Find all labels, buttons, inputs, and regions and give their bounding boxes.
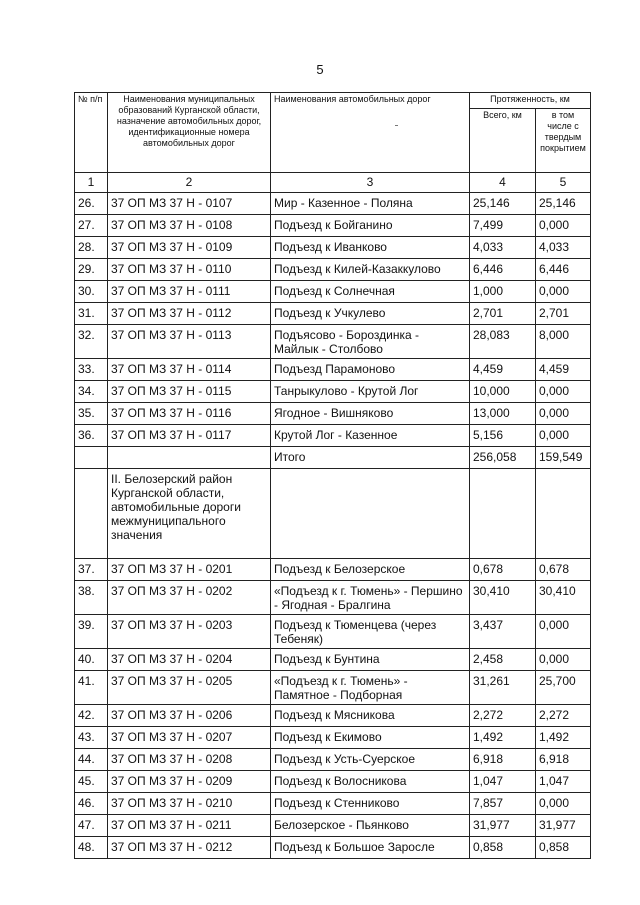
row-number: 31.: [75, 303, 108, 325]
row-number: 30.: [75, 281, 108, 303]
road-length-paved: 6,446: [536, 259, 591, 281]
row-number: 45.: [75, 771, 108, 793]
total-label: Итого: [271, 447, 470, 469]
header-paved: в том числе с твердым покрытием: [536, 109, 591, 173]
table-row: [75, 581, 591, 615]
header-row-1: [75, 93, 591, 109]
table-row: [75, 281, 591, 303]
road-length-total: 6,918: [470, 749, 536, 771]
road-id: 37 ОП МЗ 37 Н - 0202: [108, 581, 271, 615]
table-row: [75, 359, 591, 381]
table-row: [75, 671, 591, 705]
row-number: 34.: [75, 381, 108, 403]
column-number: 3: [271, 173, 470, 193]
road-name: Подъезд Парамоново: [271, 359, 470, 381]
row-number: 48.: [75, 837, 108, 859]
table-row: [75, 325, 591, 359]
column-numbers-row: [75, 173, 591, 193]
road-length-paved: 4,459: [536, 359, 591, 381]
road-name: Подъезд к Учкулево: [271, 303, 470, 325]
table-row: [75, 749, 591, 771]
road-length-total: 3,437: [470, 615, 536, 649]
road-length-total: 0,858: [470, 837, 536, 859]
road-id: 37 ОП МЗ 37 Н - 0109: [108, 237, 271, 259]
row-number: 27.: [75, 215, 108, 237]
table-row: [75, 815, 591, 837]
road-name: Подъезд к Тюменцева (через Тебеняк): [271, 615, 470, 649]
row-number: 40.: [75, 649, 108, 671]
row-number: 36.: [75, 425, 108, 447]
road-length-total: 13,000: [470, 403, 536, 425]
road-name: Подъезд к Мясникова: [271, 705, 470, 727]
road-name: Подъясово - Бороздинка - Майлык - Столбово: [271, 325, 470, 359]
road-length-total: 7,857: [470, 793, 536, 815]
table-row: [75, 771, 591, 793]
road-name: «Подъезд к г. Тюмень» - Памятное - Подборная: [271, 671, 470, 705]
road-name: Подъезд к Усть-Суерское: [271, 749, 470, 771]
road-length-total: 4,459: [470, 359, 536, 381]
table-body-section-2: [75, 559, 591, 859]
road-length-paved: 0,678: [536, 559, 591, 581]
road-name: Крутой Лог - Казенное: [271, 425, 470, 447]
road-id: 37 ОП МЗ 37 Н - 0114: [108, 359, 271, 381]
road-length-total: 28,083: [470, 325, 536, 359]
section-row: [75, 469, 591, 559]
road-id: 37 ОП МЗ 37 Н - 0211: [108, 815, 271, 837]
road-length-paved: 0,000: [536, 281, 591, 303]
row-number: 41.: [75, 671, 108, 705]
road-id: 37 ОП МЗ 37 Н - 0107: [108, 193, 271, 215]
road-id: 37 ОП МЗ 37 Н - 0209: [108, 771, 271, 793]
header-total: Всего, км: [470, 109, 536, 173]
road-length-paved: 30,410: [536, 581, 591, 615]
column-number: 1: [75, 173, 108, 193]
table-row: [75, 837, 591, 859]
road-id: 37 ОП МЗ 37 Н - 0117: [108, 425, 271, 447]
road-length-paved: 0,000: [536, 793, 591, 815]
road-length-total: 4,033: [470, 237, 536, 259]
road-id: 37 ОП МЗ 37 Н - 0116: [108, 403, 271, 425]
road-name: Ягодное - Вишняково: [271, 403, 470, 425]
road-name: Подъезд к Солнечная: [271, 281, 470, 303]
row-number: 35.: [75, 403, 108, 425]
road-length-total: 0,678: [470, 559, 536, 581]
road-id: 37 ОП МЗ 37 Н - 0108: [108, 215, 271, 237]
road-length-paved: 25,700: [536, 671, 591, 705]
road-name: Мир - Казенное - Поляна: [271, 193, 470, 215]
road-length-paved: 0,000: [536, 425, 591, 447]
row-number: 46.: [75, 793, 108, 815]
road-name: Подъезд к Большое Заросле: [271, 837, 470, 859]
road-length-paved: 25,146: [536, 193, 591, 215]
table-row: [75, 303, 591, 325]
row-number: 44.: [75, 749, 108, 771]
road-id: 37 ОП МЗ 37 Н - 0204: [108, 649, 271, 671]
table-row: [75, 259, 591, 281]
row-number: 37.: [75, 559, 108, 581]
section-title: II. Белозерский район Курганской области, автомобильные дороги межмуниципального значения: [108, 469, 271, 559]
road-length-total: 2,458: [470, 649, 536, 671]
road-name: Подъезд к Екимово: [271, 727, 470, 749]
road-id: 37 ОП МЗ 37 Н - 0212: [108, 837, 271, 859]
table-row: [75, 727, 591, 749]
row-number: 28.: [75, 237, 108, 259]
table-row: [75, 193, 591, 215]
row-number: 42.: [75, 705, 108, 727]
row-number: 33.: [75, 359, 108, 381]
road-id: 37 ОП МЗ 37 Н - 0208: [108, 749, 271, 771]
road-id: 37 ОП МЗ 37 Н - 0207: [108, 727, 271, 749]
road-id: 37 ОП МЗ 37 Н - 0112: [108, 303, 271, 325]
header-road-name: Наименования автомобильных дорог: [271, 93, 470, 173]
table-row: [75, 215, 591, 237]
road-length-paved: 1,492: [536, 727, 591, 749]
road-name: Подъезд к Белозерское: [271, 559, 470, 581]
road-id: 37 ОП МЗ 37 Н - 0201: [108, 559, 271, 581]
road-length-paved: 31,977: [536, 815, 591, 837]
road-name: Подъезд к Бойганино: [271, 215, 470, 237]
total-paved: 159,549: [536, 447, 591, 469]
road-name: Подъезд к Бунтина: [271, 649, 470, 671]
road-name: «Подъезд к г. Тюмень» - Першино - Ягодная - Бралгина: [271, 581, 470, 615]
table-header: [75, 93, 591, 193]
total-row: [75, 447, 591, 469]
road-length-total: 7,499: [470, 215, 536, 237]
road-length-paved: 8,000: [536, 325, 591, 359]
road-id: 37 ОП МЗ 37 Н - 0206: [108, 705, 271, 727]
road-length-paved: 0,000: [536, 615, 591, 649]
totals-section: [75, 447, 591, 559]
table-row: [75, 403, 591, 425]
road-length-paved: 0,000: [536, 649, 591, 671]
road-length-total: 2,272: [470, 705, 536, 727]
road-name: Подъезд к Иванково: [271, 237, 470, 259]
table-row: [75, 649, 591, 671]
road-id: 37 ОП МЗ 37 Н - 0210: [108, 793, 271, 815]
road-name: Танрыкулово - Крутой Лог: [271, 381, 470, 403]
table-row: [75, 237, 591, 259]
road-length-paved: 0,000: [536, 215, 591, 237]
table-body-section-1: [75, 193, 591, 447]
road-length-total: 1,492: [470, 727, 536, 749]
column-number: 5: [536, 173, 591, 193]
road-id: 37 ОП МЗ 37 Н - 0203: [108, 615, 271, 649]
column-number: 2: [108, 173, 271, 193]
road-id: 37 ОП МЗ 37 Н - 0115: [108, 381, 271, 403]
row-number: 43.: [75, 727, 108, 749]
header-length: Протяженность, км: [470, 93, 591, 109]
road-length-paved: 2,701: [536, 303, 591, 325]
road-length-paved: 4,033: [536, 237, 591, 259]
road-length-paved: 0,000: [536, 403, 591, 425]
total-length: 256,058: [470, 447, 536, 469]
road-length-total: 10,000: [470, 381, 536, 403]
road-length-total: 31,977: [470, 815, 536, 837]
road-length-paved: 0,858: [536, 837, 591, 859]
road-length-total: 1,000: [470, 281, 536, 303]
road-length-total: 1,047: [470, 771, 536, 793]
row-number: 39.: [75, 615, 108, 649]
road-name: Подъезд к Стенниково: [271, 793, 470, 815]
row-number: 29.: [75, 259, 108, 281]
road-length-paved: 2,272: [536, 705, 591, 727]
column-number: 4: [470, 173, 536, 193]
road-length-paved: 6,918: [536, 749, 591, 771]
road-length-total: 5,156: [470, 425, 536, 447]
road-id: 37 ОП МЗ 37 Н - 0111: [108, 281, 271, 303]
table-row: [75, 425, 591, 447]
road-name: Белозерское - Пьянково: [271, 815, 470, 837]
road-id: 37 ОП МЗ 37 Н - 0110: [108, 259, 271, 281]
page-number: 5: [316, 62, 324, 77]
road-id: 37 ОП МЗ 37 Н - 0113: [108, 325, 271, 359]
road-length-paved: 1,047: [536, 771, 591, 793]
road-id: 37 ОП МЗ 37 Н - 0205: [108, 671, 271, 705]
road-name: Подъезд к Волосникова: [271, 771, 470, 793]
table-row: [75, 381, 591, 403]
road-length-paved: 0,000: [536, 381, 591, 403]
table-row: [75, 793, 591, 815]
road-length-total: 30,410: [470, 581, 536, 615]
roads-table: [74, 92, 591, 859]
header-municipality: Наименования муниципальных образований Курганской области, назначение автомобильных дорог, идентификационные номера автомобильных дорог: [108, 93, 271, 173]
row-number: 32.: [75, 325, 108, 359]
row-number: 47.: [75, 815, 108, 837]
row-number: 26.: [75, 193, 108, 215]
road-length-total: 6,446: [470, 259, 536, 281]
road-length-total: 31,261: [470, 671, 536, 705]
table-row: [75, 615, 591, 649]
road-name: Подъезд к Килей-Казаккулово: [271, 259, 470, 281]
table-row: [75, 705, 591, 727]
header-number: № п/п: [75, 93, 108, 173]
table-row: [75, 559, 591, 581]
row-number: 38.: [75, 581, 108, 615]
road-length-total: 25,146: [470, 193, 536, 215]
road-length-total: 2,701: [470, 303, 536, 325]
